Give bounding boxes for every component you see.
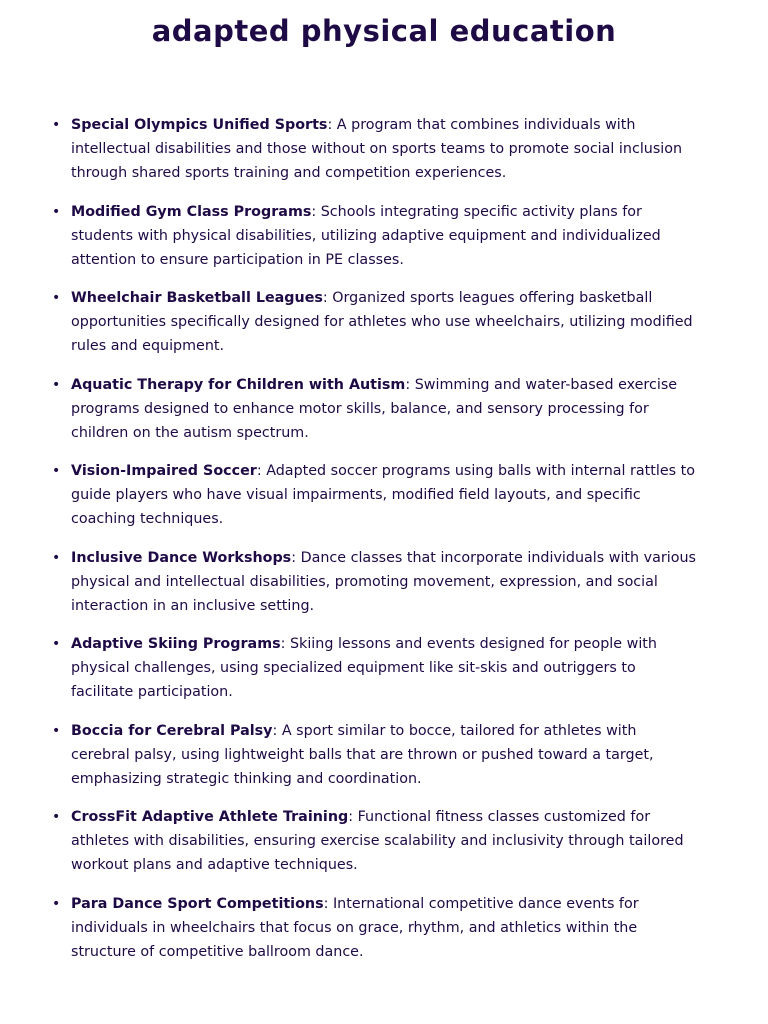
item-term: Para Dance Sport Competitions	[71, 895, 324, 912]
list-item	[71, 286, 699, 358]
list-item	[71, 892, 699, 964]
list-item	[71, 546, 699, 618]
list-item	[71, 632, 699, 704]
list-item	[71, 200, 699, 272]
item-description: : Swimming and water-based exercise programs designed to enhance motor skills, balance, and sensory processing for children on the autism spectrum.	[71, 376, 678, 441]
item-description: : Organized sports leagues offering basketball opportunities specifically designed for athletes who use wheelchairs, utilizing modified rules and equipment.	[71, 290, 693, 354]
item-term: Aquatic Therapy for Children with Autism	[71, 376, 406, 393]
item-description: : Functional fitness classes customized for athletes with disabilities, ensuring exercise scalability and inclusivity through tailored workout plans and adaptive techniques.	[71, 809, 684, 873]
item-term: Vision-Impaired Soccer	[71, 463, 257, 479]
item-term: Boccia for Cerebral Palsy	[71, 722, 273, 739]
item-description: : International competitive dance events for individuals in wheelchairs that focus on grace, rhythm, and athletics within the structure of competitive ballroom dance.	[71, 895, 639, 960]
item-description: : A sport similar to bocce, tailored for athletes with cerebral palsy, using lightweight balls that are thrown or pushed toward a target, emphasizing strategic thinking and coordination.	[71, 722, 654, 787]
item-description: : Skiing lessons and events designed for people with physical challenges, using specialized equipment like sit-skis and outriggers to facilitate participation.	[71, 636, 657, 700]
item-term: Adaptive Skiing Programs	[71, 636, 281, 652]
list-item	[71, 373, 699, 445]
item-term: Special Olympics Unified Sports	[71, 117, 328, 133]
item-description: : Adapted soccer programs using balls with internal rattles to guide players who have visual impairments, modified field layouts, and specific coaching techniques.	[71, 463, 695, 527]
list-item	[71, 459, 699, 531]
item-description: : Schools integrating specific activity plans for students with physical disabilities, utilizing adaptive equipment and individualized attention to ensure participation in PE classes.	[71, 203, 661, 268]
page-title: adapted physical education	[151, 14, 617, 48]
program-list	[71, 113, 699, 978]
item-term: CrossFit Adaptive Athlete Training	[71, 809, 349, 825]
list-item	[71, 805, 699, 877]
list-item	[71, 113, 699, 185]
item-term: Wheelchair Basketball Leagues	[71, 290, 323, 306]
item-term: Inclusive Dance Workshops	[71, 549, 292, 566]
item-term: Modified Gym Class Programs	[71, 203, 312, 220]
item-description: : Dance classes that incorporate individuals with various physical and intellectual disabilities, promoting movement, expression, and social interaction in an inclusive setting.	[71, 549, 696, 614]
list-item	[71, 719, 699, 791]
item-description: : A program that combines individuals with intellectual disabilities and those without on sports teams to promote social inclusion through shared sports training and competition experiences.	[71, 117, 683, 181]
